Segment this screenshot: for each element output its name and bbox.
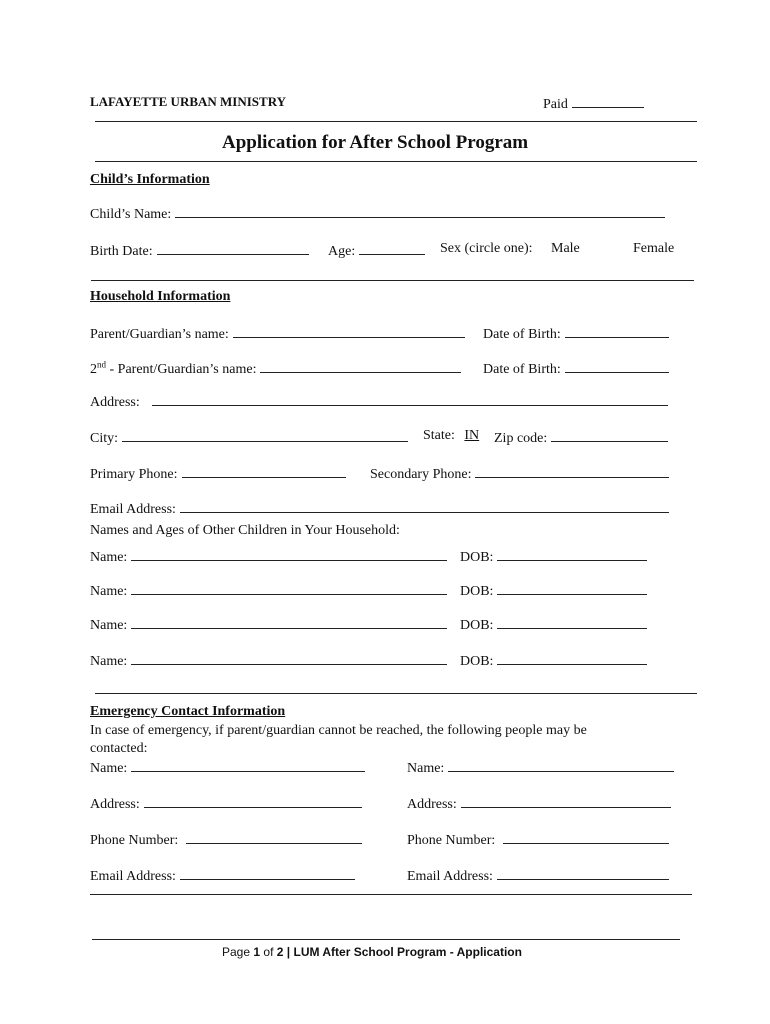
emergency2-address-field[interactable] (407, 795, 671, 812)
secondary-phone-label: Secondary Phone: (370, 467, 472, 482)
guardian1-name-blank[interactable] (233, 325, 465, 338)
guardian1-name-field[interactable] (90, 325, 465, 342)
address-field[interactable] (90, 393, 668, 410)
footer-of-word: of (263, 945, 274, 959)
footer-rule (92, 939, 680, 940)
emergency2-email-field[interactable] (407, 867, 669, 884)
other-child-2-dob-field[interactable] (460, 582, 647, 599)
emergency-name-blank[interactable] (448, 759, 674, 772)
emergency-phone-label: Phone Number: (90, 833, 179, 848)
primary-phone-field[interactable] (90, 465, 346, 482)
other-child-name-label: Name: (90, 584, 128, 599)
other-child-dob-label: DOB: (460, 618, 494, 633)
emergency-phone-blank[interactable] (186, 831, 362, 844)
organization-name: LAFAYETTE URBAN MINISTRY (90, 94, 287, 109)
child-name-field[interactable] (90, 205, 665, 222)
state-field[interactable] (423, 429, 484, 443)
other-child-name-blank[interactable] (131, 616, 447, 629)
other-children-label: Names and Ages of Other Children in Your Household: (90, 523, 400, 538)
emergency-email-blank[interactable] (180, 867, 355, 880)
header-rule-bottom (95, 161, 697, 162)
emergency-phone-blank[interactable] (503, 831, 669, 844)
guardian1-dob-blank[interactable] (565, 325, 669, 338)
emergency1-name-field[interactable] (90, 759, 365, 776)
page-footer (222, 946, 522, 958)
household-section-rule (95, 693, 697, 694)
birth-date-blank[interactable] (157, 242, 309, 255)
email-blank[interactable] (180, 500, 669, 513)
other-child-4-dob-field[interactable] (460, 652, 647, 669)
footer-page-word: Page (222, 945, 251, 959)
secondary-phone-blank[interactable] (475, 465, 669, 478)
emergency-section-rule (90, 894, 692, 895)
other-child-1-dob-field[interactable] (460, 548, 647, 565)
paid-field[interactable] (543, 95, 644, 112)
other-child-3-name-field[interactable] (90, 616, 447, 633)
address-blank[interactable] (152, 393, 668, 406)
guardian2-name-blank[interactable] (260, 360, 461, 373)
emergency1-phone-field[interactable] (90, 831, 362, 848)
other-child-1-name-field[interactable] (90, 548, 447, 565)
email-field[interactable] (90, 500, 669, 517)
age-field[interactable] (328, 242, 425, 259)
guardian2-dob-blank[interactable] (565, 360, 669, 373)
city-field[interactable] (90, 429, 408, 446)
guardian2-ordinal: 2 (90, 362, 97, 377)
primary-phone-label: Primary Phone: (90, 467, 178, 482)
other-child-dob-label: DOB: (460, 654, 494, 669)
state-value[interactable]: IN (464, 428, 480, 443)
other-child-name-blank[interactable] (131, 652, 447, 665)
guardian1-name-label: Parent/Guardian’s name: (90, 327, 229, 342)
emergency-name-label: Name: (90, 761, 128, 776)
other-child-name-blank[interactable] (131, 548, 447, 561)
sex-option-female[interactable]: Female (633, 241, 675, 256)
zip-field[interactable] (494, 429, 668, 446)
emergency-address-blank[interactable] (461, 795, 671, 808)
guardian2-name-label: - Parent/Guardian’s name: (106, 362, 257, 377)
other-child-dob-blank[interactable] (497, 652, 647, 665)
other-child-name-label: Name: (90, 550, 128, 565)
other-child-dob-label: DOB: (460, 584, 494, 599)
other-child-name-label: Name: (90, 618, 128, 633)
footer-page-total: 2 (276, 945, 284, 959)
birth-date-label: Birth Date: (90, 244, 153, 259)
emergency-email-label: Email Address: (407, 869, 493, 884)
paid-blank[interactable] (572, 95, 644, 108)
city-label: City: (90, 431, 119, 446)
child-section-rule (91, 280, 694, 281)
footer-separator: | (286, 945, 291, 959)
email-label: Email Address: (90, 502, 176, 517)
emergency-address-label: Address: (407, 797, 457, 812)
page-title: Application for After School Program (222, 132, 529, 153)
guardian2-ordinal-suffix: nd (97, 359, 106, 370)
state-label: State: (423, 428, 455, 443)
age-blank[interactable] (359, 242, 425, 255)
emergency1-email-field[interactable] (90, 867, 355, 884)
child-name-blank[interactable] (175, 205, 665, 218)
guardian2-dob-field[interactable] (483, 360, 669, 377)
other-child-dob-blank[interactable] (497, 616, 647, 629)
zip-blank[interactable] (551, 429, 668, 442)
emergency-address-blank[interactable] (144, 795, 362, 808)
other-child-name-blank[interactable] (131, 582, 447, 595)
age-label: Age: (328, 244, 356, 259)
footer-document-title: LUM After School Program - Application (293, 945, 522, 959)
other-child-4-name-field[interactable] (90, 652, 447, 669)
emergency-intro-line2: contacted: (90, 741, 148, 756)
zip-label: Zip code: (494, 431, 548, 446)
emergency-address-label: Address: (90, 797, 140, 812)
emergency-intro-line1: In case of emergency, if parent/guardian cannot be reached, the following people may be (90, 723, 587, 738)
emergency-email-label: Email Address: (90, 869, 176, 884)
emergency2-name-field[interactable] (407, 759, 674, 776)
guardian2-name-field[interactable] (90, 360, 461, 377)
paid-label: Paid (543, 97, 568, 112)
emergency-email-blank[interactable] (497, 867, 669, 880)
child-section-title: Child’s Information (90, 172, 210, 187)
emergency-section-title: Emergency Contact Information (90, 704, 286, 719)
secondary-phone-field[interactable] (370, 465, 669, 482)
address-label: Address: (90, 395, 140, 410)
sex-label: Sex (circle one): (440, 241, 533, 256)
guardian1-dob-label: Date of Birth: (483, 327, 561, 342)
other-child-dob-blank[interactable] (497, 582, 647, 595)
birth-date-field[interactable] (90, 242, 309, 259)
emergency2-phone-field[interactable] (407, 831, 669, 848)
other-child-name-label: Name: (90, 654, 128, 669)
emergency-name-blank[interactable] (131, 759, 365, 772)
other-child-dob-label: DOB: (460, 550, 494, 565)
other-child-2-name-field[interactable] (90, 582, 447, 599)
emergency-phone-label: Phone Number: (407, 833, 496, 848)
city-blank[interactable] (122, 429, 408, 442)
household-section-title: Household Information (90, 289, 231, 304)
emergency-name-label: Name: (407, 761, 445, 776)
guardian1-dob-field[interactable] (483, 325, 669, 342)
other-child-dob-blank[interactable] (497, 548, 647, 561)
guardian2-dob-label: Date of Birth: (483, 362, 561, 377)
sex-option-male[interactable]: Male (551, 241, 580, 256)
emergency1-address-field[interactable] (90, 795, 362, 812)
footer-page-number: 1 (253, 945, 261, 959)
child-name-label: Child’s Name: (90, 207, 172, 222)
other-child-3-dob-field[interactable] (460, 616, 647, 633)
header-rule-top (95, 121, 697, 122)
primary-phone-blank[interactable] (182, 465, 346, 478)
